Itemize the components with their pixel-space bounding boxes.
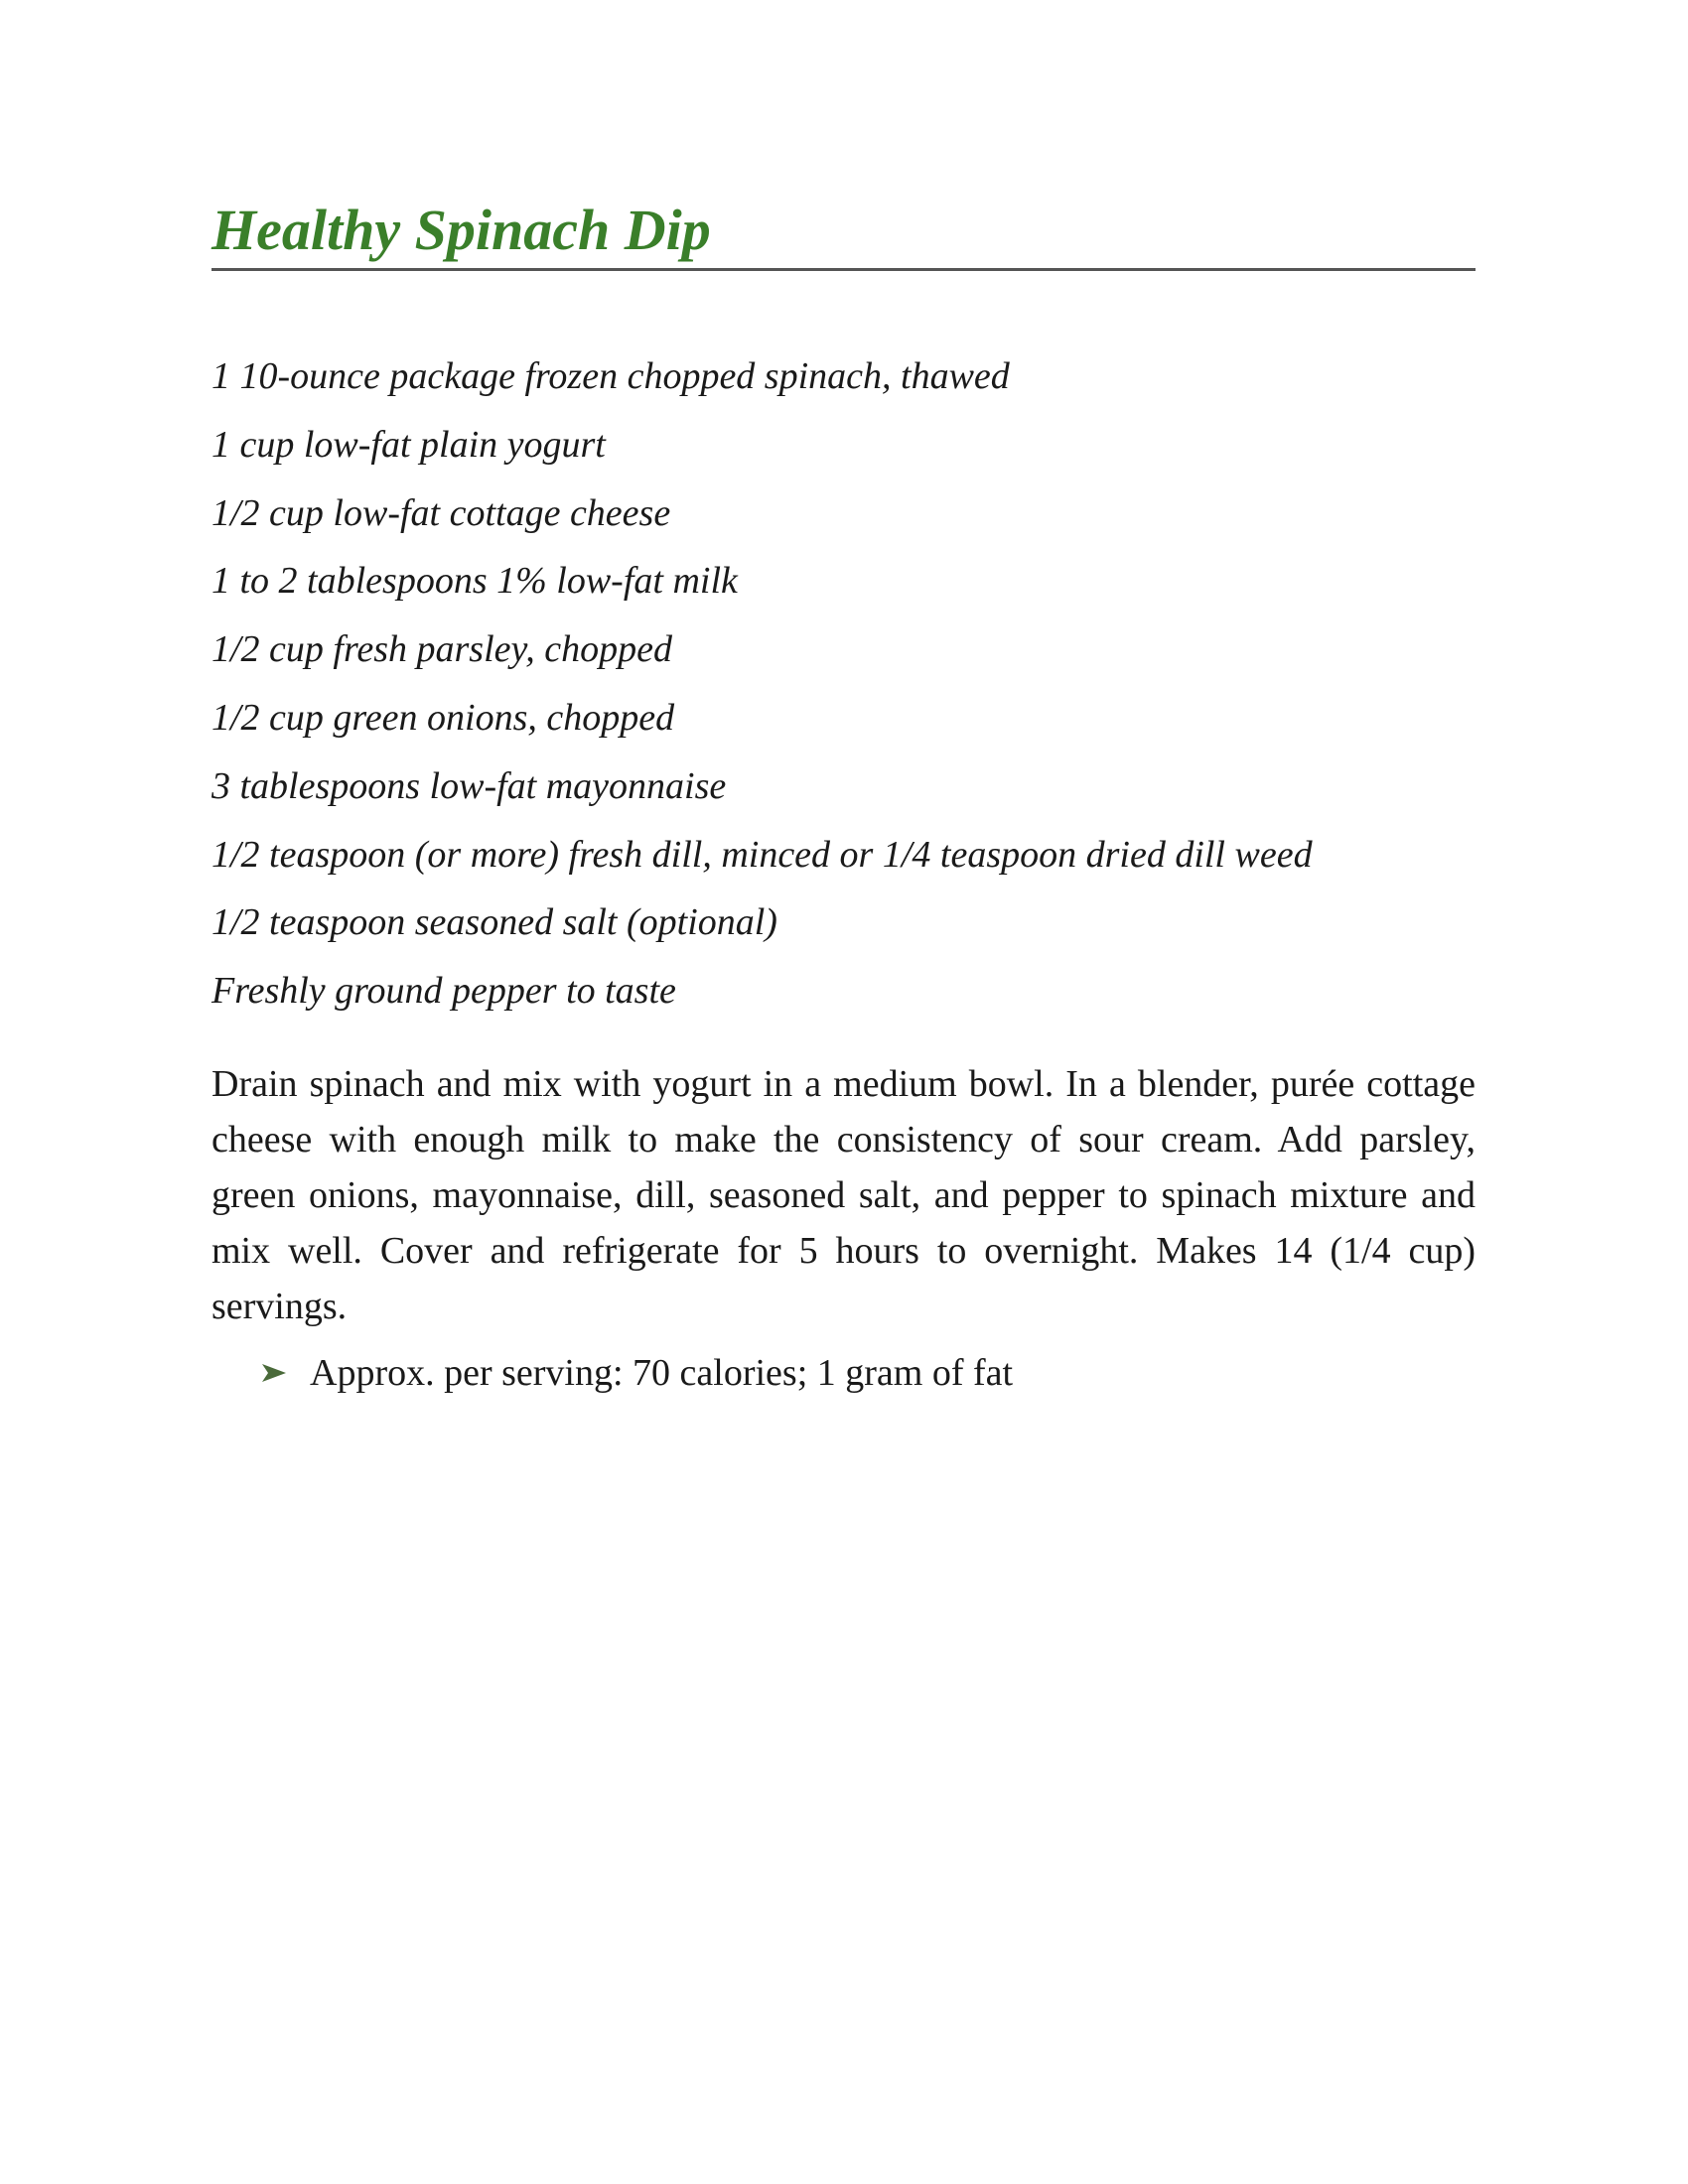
recipe-directions: Drain spinach and mix with yogurt in a medium bowl. In a blender, purée cottage cheese with enough milk to make the consistency of sour cream. Add parsley, green onions, mayonnaise, dill, seasoned salt, and pepper to spinach mixture and mix well. Cover and refrigerate for 5 hours to overnight. Makes 14 (1/4 cup) servings. (211, 1063, 1476, 1327)
title-underline (211, 268, 1476, 271)
ingredient-item: 1/2 teaspoon seasoned salt (optional) (211, 901, 777, 944)
ingredient-item: 1/2 teaspoon (or more) fresh dill, minced or 1/4 teaspoon dried dill weed (211, 833, 1313, 876)
recipe-title: Healthy Spinach Dip (211, 198, 711, 262)
ingredient-item: 1/2 cup green onions, chopped (211, 696, 675, 739)
nutrition-note (260, 1345, 1013, 1401)
ingredient-item: 1 10-ounce package frozen chopped spinach, thawed (211, 355, 1010, 397)
ingredient-item: 3 tablespoons low-fat mayonnaise (211, 764, 727, 807)
arrow-bullet-icon (260, 1362, 288, 1384)
ingredient-item: 1 to 2 tablespoons 1% low-fat milk (211, 560, 738, 603)
ingredient-item: 1/2 cup fresh parsley, chopped (211, 628, 673, 671)
nutrition-text: Approx. per serving: 70 calories; 1 gram of fat (310, 1352, 1014, 1394)
ingredient-item: Freshly ground pepper to taste (211, 970, 676, 1013)
ingredient-item: 1/2 cup low-fat cottage cheese (211, 491, 671, 534)
ingredient-item: 1 cup low-fat plain yogurt (211, 423, 606, 466)
ingredient-list (211, 342, 1313, 1025)
